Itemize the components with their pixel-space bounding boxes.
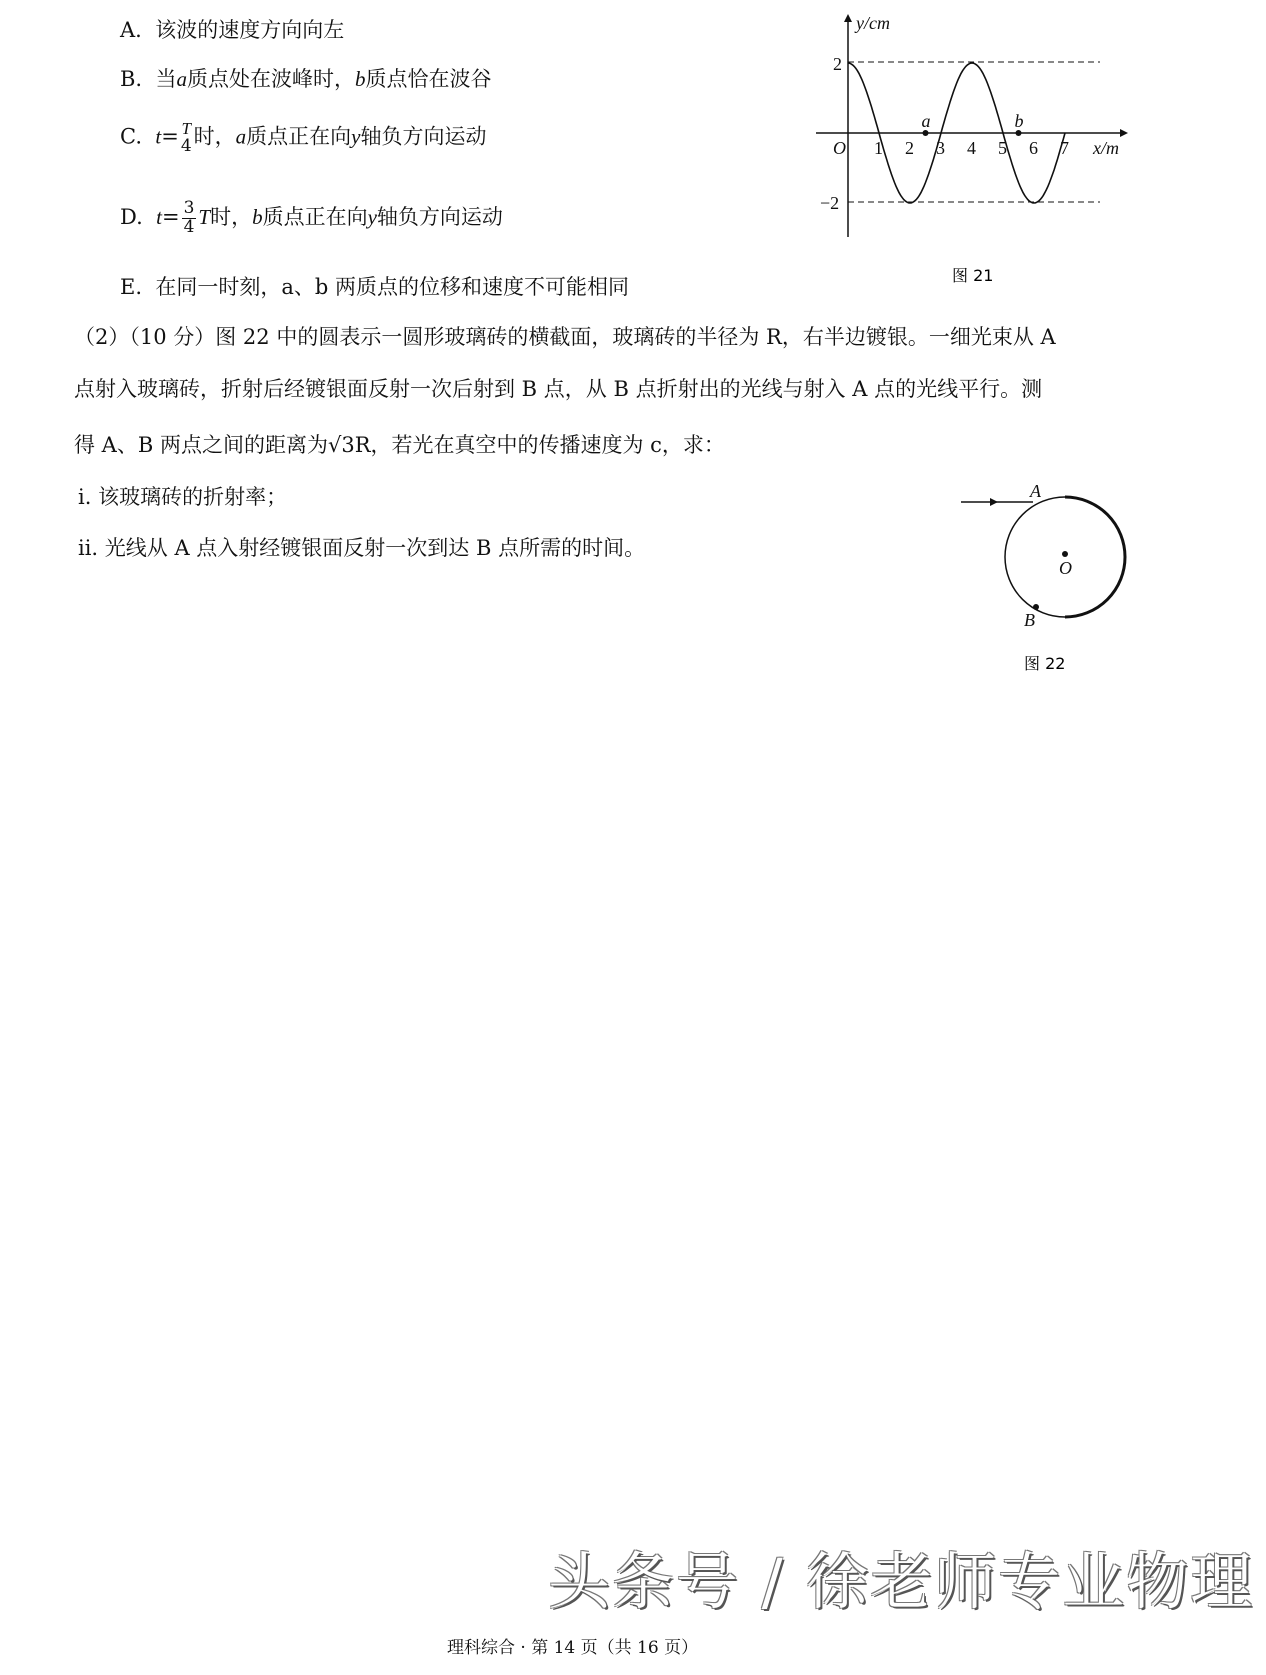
figure-21-caption: 图 21 xyxy=(952,266,994,285)
x-axis-arrow-icon xyxy=(1120,129,1128,137)
origin-label: O xyxy=(833,138,846,158)
x-axis-label: x/m xyxy=(1093,138,1119,158)
x-tick-label: 4 xyxy=(967,138,976,158)
y-axis-arrow-icon xyxy=(844,14,852,22)
question-2-line-3: 得 A、B 两点之间的距离为√3R，若光在真空中的传播速度为 c，求： xyxy=(74,433,725,457)
question-2-line-1: （2）（10 分）图 22 中的圆表示一圆形玻璃砖的横截面，玻璃砖的半径为 R，右半边镀银。一细光束从 A xyxy=(74,325,1056,349)
point-B-label: B xyxy=(1024,610,1035,630)
x-tick-label: 2 xyxy=(905,138,914,158)
y-tick-neg2: −2 xyxy=(820,193,840,213)
question-2-line-2: 点射入玻璃砖，折射后经镀银面反射一次后射到 B 点，从 B 点折射出的光线与射入 A 点的光线平行。测 xyxy=(74,377,1043,401)
sub-question-ii: ⅱ. 光线从 A 点入射经镀银面反射一次到达 B 点所需的时间。 xyxy=(78,536,646,560)
figure-22-caption: 图 22 xyxy=(1024,654,1066,673)
x-tick-label: 5 xyxy=(998,138,1007,158)
option-d: D. t= $\frac{3}{4}$ T时，b质点正在向y轴负方向运动 xyxy=(120,198,503,237)
point-b-label: b xyxy=(1014,111,1024,131)
x-tick-label: 6 xyxy=(1029,138,1038,158)
point-a-label: a xyxy=(921,111,931,131)
option-b: B. 当a质点处在波峰时，b质点恰在波谷 xyxy=(120,67,492,91)
x-tick-label: 7 xyxy=(1060,138,1069,158)
center-O-label: O xyxy=(1059,558,1072,578)
x-tick-label: 1 xyxy=(874,138,883,158)
option-e: E. 在同一时刻，a、b 两质点的位移和速度不可能相同 xyxy=(120,275,630,299)
figure-22-glass-circle xyxy=(961,481,1125,630)
silvered-half xyxy=(1065,497,1125,617)
page-footer: 理科综合 · 第 14 页（共 16 页） xyxy=(447,1638,699,1658)
option-c: C. t= T 4 时，a质点正在向y轴负方向运动 xyxy=(120,119,487,156)
point-A-label: A xyxy=(1030,481,1041,501)
option-a: A. 该波的速度方向向左 xyxy=(120,18,345,42)
x-tick-label: 3 xyxy=(936,138,945,158)
y-tick-2: 2 xyxy=(833,54,842,74)
ray-arrow-icon xyxy=(990,498,998,506)
y-axis-label: y/cm xyxy=(856,13,890,33)
sub-question-i: ⅰ. 该玻璃砖的折射率； xyxy=(78,485,288,509)
watermark: 头条号 / 徐老师专业物理 xyxy=(548,1545,1255,1618)
figure-21-wave-graph xyxy=(816,13,1128,237)
center-point xyxy=(1062,551,1068,557)
